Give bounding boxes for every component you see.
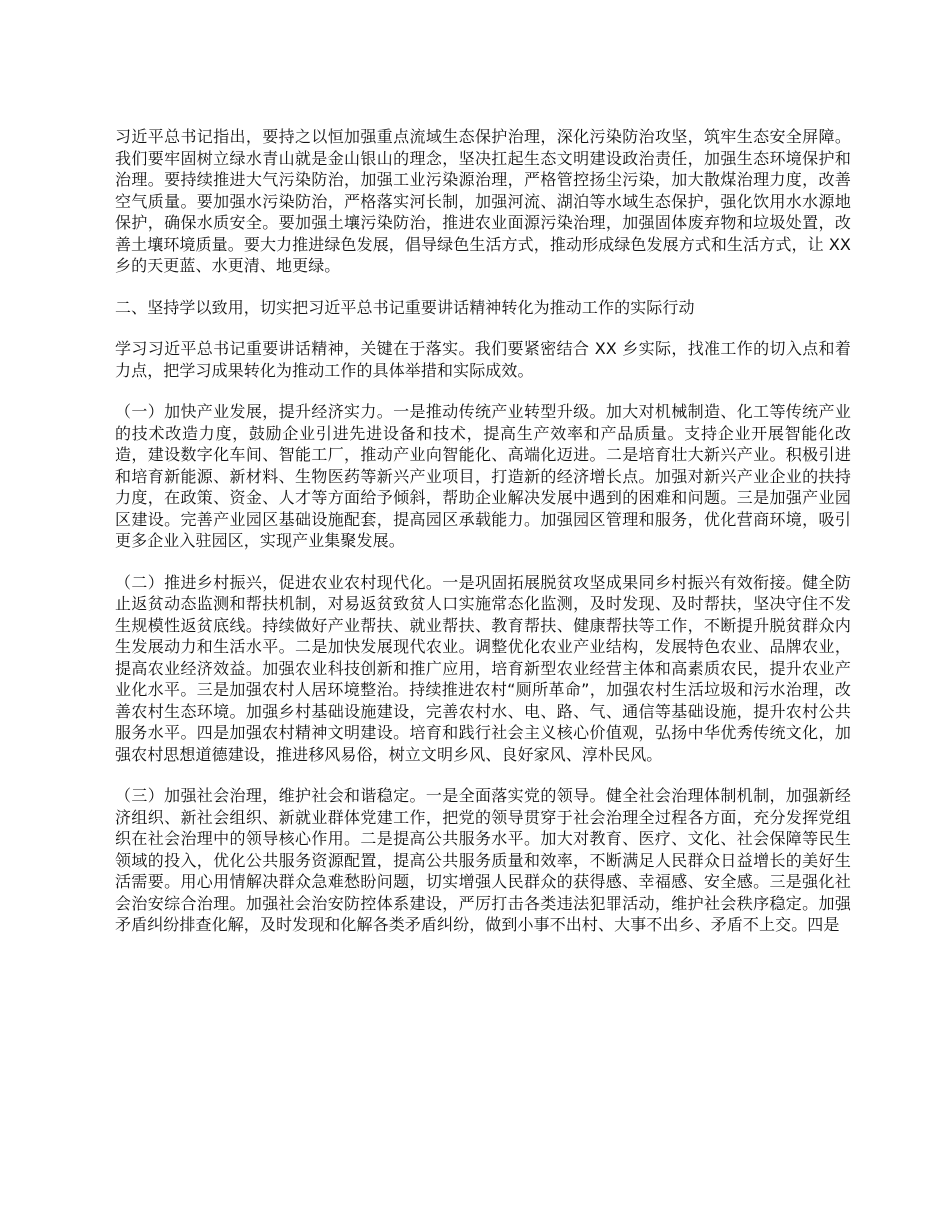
paragraph-ecology: 习近平总书记指出，要持之以恒加强重点流域生态保护治理，深化污染防治攻坚，筑牢生态安全屏障。我们要牢固树立绿水青山就是金山银山的理念，坚决扛起生态文明建设政治责任，加强生态环境保护和治理。要持续推进大气污染防治，加强工业污染源治理，严格管控扬尘污染，加大散煤治理力度，改善空气质量。要加强水污染防治，严格落实河长制，加强河流、湖泊等水域生态保护，强化饮用水水源地保护，确保水质安全。要加强土壤污染防治，推进农业面源污染治理，加强固体废弃物和垃圾处置，改善土壤环境质量。要大力推进绿色发展，倡导绿色生活方式，推动形成绿色发展方式和生活方式，让 XX 乡的天更蓝、水更清、地更绿。 [115,127,851,275]
paragraph-industry: （一）加快产业发展，提升经济实力。一是推动传统产业转型升级。加大对机械制造、化工等传统产业的技术改造力度，鼓励企业引进先进设备和技术，提高生产效率和产品质量。支持企业开展智能化改造，建设数字化车间、智能工厂，推动产业向智能化、高端化迈进。二是培育壮大新兴产业。积极引进和培育新能源、新材料、生物医药等新兴产业项目，打造新的经济增长点。加强对新兴产业企业的扶持力度，在政策、资金、人才等方面给予倾斜，帮助企业解决发展中遇到的困难和问题。三是加强产业园区建设。完善产业园区基础设施配套，提高园区承载能力。加强园区管理和服务，优化营商环境，吸引更多企业入驻园区，实现产业集聚发展。 [115,402,851,550]
section-heading-2: 二、坚持学以致用，切实把习近平总书记重要讲话精神转化为推动工作的实际行动 [115,297,695,317]
paragraph-social-governance: （三）加强社会治理，维护社会和谐稳定。一是全面落实党的领导。健全社会治理体制机制，加强新经济组织、新社会组织、新就业群体党建工作，把党的领导贯穿于社会治理全过程各方面，充分发挥党组织在社会治理中的领导核心作用。二是提高公共服务水平。加大对教育、医疗、文化、社会保障等民生领域的投入，优化公共服务资源配置，提高公共服务质量和效率，不断满足人民群众日益增长的美好生活需要。用心用情解决群众急难愁盼问题，切实增强人民群众的获得感、幸福感、安全感。三是强化社会治安综合治理。加强社会治安防控体系建设，严厉打击各类违法犯罪活动，维护社会秩序稳定。加强矛盾纠纷排查化解，及时发现和化解各类矛盾纠纷，做到小事不出村、大事不出乡、矛盾不上交。四是 [115,786,851,934]
document-body [115,126,851,936]
paragraph-implementation: 学习习近平总书记重要讲话精神，关键在于落实。我们要紧密结合 XX 乡实际，找准工作的切入点和着力点，把学习成果转化为推动工作的具体举措和实际成效。 [115,339,851,380]
paragraph-rural-revitalization: （二）推进乡村振兴，促进农业农村现代化。一是巩固拓展脱贫攻坚成果同乡村振兴有效衔接。健全防止返贫动态监测和帮扶机制，对易返贫致贫人口实施常态化监测，及时发现、及时帮扶，坚决守住不发生规模性返贫底线。持续做好产业帮扶、就业帮扶、教育帮扶、健康帮扶等工作，不断提升脱贫群众内生发展动力和生活水平。二是加快发展现代农业。调整优化农业产业结构，发展特色农业、品牌农业，提高农业经济效益。加强农业科技创新和推广应用，培育新型农业经营主体和高素质农民，提升农业产业化水平。三是加强农村人居环境整治。持续推进农村“厕所革命”，加强农村生活垃圾和污水治理，改善农村生态环境。加强乡村基础设施建设，完善农村水、电、路、气、通信等基础设施，提升农村公共服务水平。四是加强农村精神文明建设。培育和践行社会主义核心价值观，弘扬中华优秀传统文化，加强农村思想道德建设，推进移风易俗，树立文明乡风、良好家风、淳朴民风。 [115,572,851,764]
